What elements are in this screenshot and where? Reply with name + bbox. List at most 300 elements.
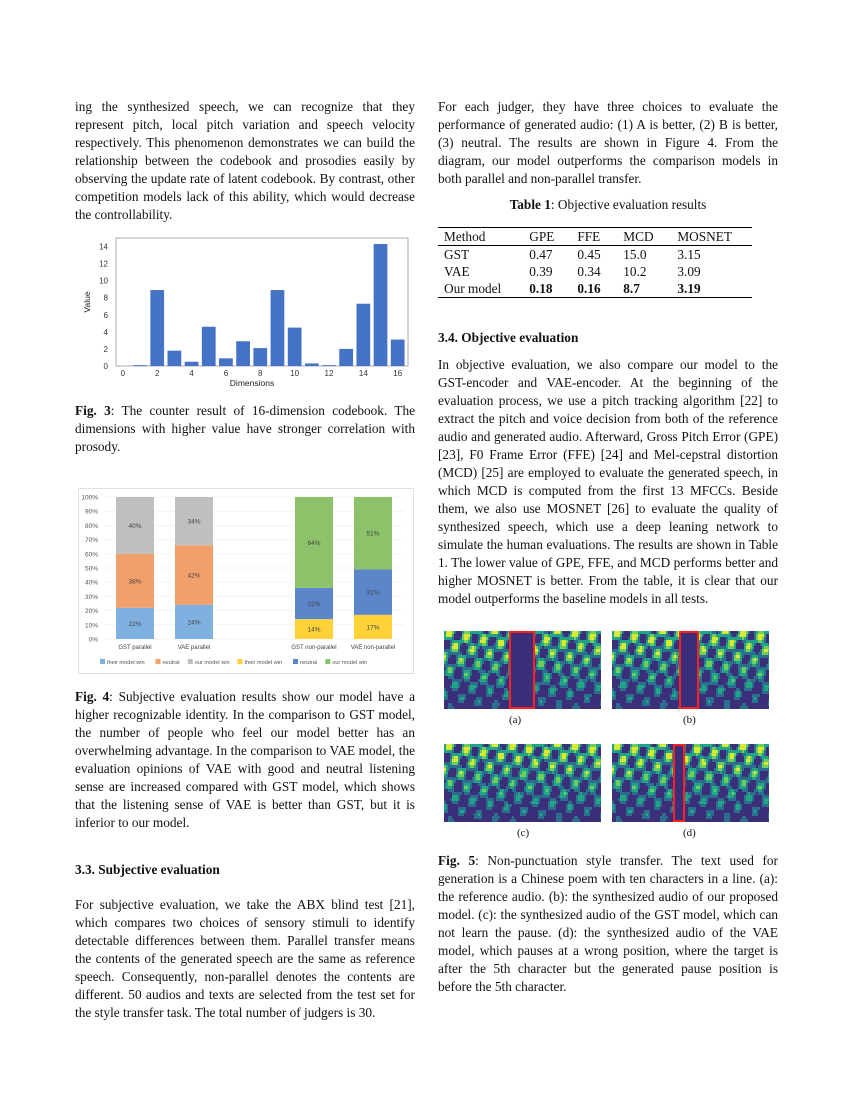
- spectrogram-cell: [500, 646, 502, 649]
- spectrogram-cell: [460, 753, 462, 756]
- spectrogram-cell: [538, 643, 540, 646]
- spectrogram-cell: [444, 810, 446, 813]
- spectrogram-cell: [682, 691, 684, 694]
- spectrogram-cell: [710, 649, 712, 652]
- spectrogram-cell: [522, 685, 524, 688]
- spectrogram-cell: [482, 694, 484, 697]
- spectrogram-cell: [754, 706, 756, 709]
- spectrogram-cell: [492, 661, 494, 664]
- spectrogram-cell: [454, 783, 456, 786]
- spectrogram-cell: [530, 664, 532, 667]
- spectrogram-cell: [764, 673, 766, 676]
- fig3-bar: [185, 362, 199, 366]
- spectrogram-cell: [644, 700, 646, 703]
- spectrogram-cell: [650, 706, 652, 709]
- spectrogram-cell: [760, 706, 762, 709]
- spectrogram-cell: [478, 694, 480, 697]
- spectrogram-cell: [494, 703, 496, 706]
- spectrogram-cell: [722, 664, 724, 667]
- spectrogram-cell: [768, 688, 769, 691]
- spectrogram-cell: [476, 771, 478, 774]
- spectrogram-cell: [732, 634, 734, 637]
- spectrogram-cell: [646, 676, 648, 679]
- spectrogram-cell: [470, 759, 472, 762]
- spectrogram-cell: [586, 670, 588, 673]
- spectrogram-cell: [562, 688, 564, 691]
- spectrogram-cell: [450, 801, 452, 804]
- spectrogram-cell: [686, 673, 688, 676]
- spectrogram-cell: [448, 664, 450, 667]
- spectrogram-cell: [454, 768, 456, 771]
- spectrogram-cell: [586, 682, 588, 685]
- spectrogram-cell: [612, 658, 614, 661]
- spectrogram-cell: [462, 789, 464, 792]
- spectrogram-cell: [758, 664, 760, 667]
- spectrogram-cell: [756, 679, 758, 682]
- spectrogram-cell: [516, 634, 518, 637]
- spectrogram-cell: [480, 819, 482, 822]
- spectrogram-cell: [478, 676, 480, 679]
- spectrogram-cell: [646, 685, 648, 688]
- spectrogram-cell: [458, 774, 460, 777]
- spectrogram-cell: [498, 795, 500, 798]
- spectrogram-cell: [476, 646, 478, 649]
- spectrogram-cell: [518, 682, 520, 685]
- spectrogram-cell: [668, 637, 670, 640]
- spectrogram-cell: [574, 691, 576, 694]
- spectrogram-cell: [538, 655, 540, 658]
- spectrogram-cell: [626, 661, 628, 664]
- spectrogram-cell: [536, 664, 538, 667]
- spectrogram-cell: [462, 768, 464, 771]
- spectrogram-cell: [640, 661, 642, 664]
- spectrogram-cell: [754, 682, 756, 685]
- spectrogram-cell: [562, 679, 564, 682]
- spectrogram-cell: [488, 807, 490, 810]
- spectrogram-cell: [594, 643, 596, 646]
- spectrogram-cell: [720, 676, 722, 679]
- spectrogram-cell: [650, 688, 652, 691]
- spectrogram-cell: [704, 646, 706, 649]
- spectrogram-cell: [654, 700, 656, 703]
- spectrogram-cell: [600, 706, 601, 709]
- spectrogram-cell: [656, 676, 658, 679]
- spectrogram-cell: [518, 694, 520, 697]
- spectrogram-cell: [660, 652, 662, 655]
- spectrogram-cell: [502, 670, 504, 673]
- spectrogram-cell: [668, 685, 670, 688]
- spectrogram-cell: [666, 637, 668, 640]
- spectrogram-cell: [572, 673, 574, 676]
- spectrogram-cell: [556, 685, 558, 688]
- spectrogram-cell: [454, 637, 456, 640]
- spectrogram-cell: [562, 685, 564, 688]
- spectrogram-cell: [478, 750, 480, 753]
- spectrogram-cell: [650, 664, 652, 667]
- spectrogram-cell: [476, 813, 478, 816]
- spectrogram-cell: [500, 694, 502, 697]
- spectrogram-cell: [658, 634, 660, 637]
- spectrogram-cell: [450, 640, 452, 643]
- spectrogram-cell: [498, 747, 500, 750]
- spectrogram-cell: [614, 631, 616, 634]
- spectrogram-cell: [648, 643, 650, 646]
- spectrogram-cell: [520, 640, 522, 643]
- spectrogram-cell: [464, 771, 466, 774]
- spectrogram-cell: [470, 789, 472, 792]
- spectrogram-cell: [460, 747, 462, 750]
- spectrogram-cell: [490, 673, 492, 676]
- spectrogram-cell: [526, 640, 528, 643]
- spectrogram-cell: [764, 640, 766, 643]
- spectrogram-cell: [576, 694, 578, 697]
- spectrogram-cell: [618, 673, 620, 676]
- spectrogram-cell: [558, 661, 560, 664]
- spectrogram-cell: [748, 697, 750, 700]
- spectrogram-cell: [686, 658, 688, 661]
- spectrogram-cell: [474, 753, 476, 756]
- spectrogram-cell: [596, 673, 598, 676]
- spectrogram-cell: [672, 691, 674, 694]
- spectrogram-cell: [730, 700, 732, 703]
- spectrogram-cell: [466, 774, 468, 777]
- spectrogram-cell: [750, 703, 752, 706]
- spectrogram-cell: [660, 634, 662, 637]
- fig4-data-label: 22%: [128, 620, 142, 628]
- spectrogram-cell: [756, 652, 758, 655]
- spectrogram-cell: [450, 664, 452, 667]
- spectrogram-cell: [676, 697, 678, 700]
- spectrogram-cell: [458, 664, 460, 667]
- spectrogram-cell: [454, 655, 456, 658]
- fig3-bar: [356, 304, 370, 366]
- spectrogram-cell: [746, 670, 748, 673]
- spectrogram-cell: [706, 676, 708, 679]
- spectrogram-cell: [490, 676, 492, 679]
- spectrogram-cell: [688, 640, 690, 643]
- spectrogram-cell: [686, 643, 688, 646]
- spectrogram-cell: [694, 640, 696, 643]
- spectrogram-cell: [758, 649, 760, 652]
- spectrogram-cell: [446, 777, 448, 780]
- spectrogram-cell: [688, 691, 690, 694]
- spectrogram-cell: [600, 646, 601, 649]
- spectrogram-cell: [546, 631, 548, 634]
- table-header-gpe: GPE: [529, 229, 555, 244]
- spectrogram-cell: [572, 694, 574, 697]
- spectrogram-cell: [564, 667, 566, 670]
- spectrogram-cell: [630, 646, 632, 649]
- spectrogram-cell: [514, 673, 516, 676]
- spectrogram-cell: [730, 673, 732, 676]
- spectrogram-cell: [740, 679, 742, 682]
- spectrogram-cell: [468, 637, 470, 640]
- spectrogram-cell: [454, 667, 456, 670]
- spectrogram-cell: [546, 682, 548, 685]
- spectrogram-cell: [564, 658, 566, 661]
- spectrogram-cell: [592, 664, 594, 667]
- spectrogram-cell: [638, 688, 640, 691]
- spectrogram-cell: [538, 676, 540, 679]
- spectrogram-cell: [514, 634, 516, 637]
- spectrogram-cell: [630, 637, 632, 640]
- spectrogram-cell: [566, 685, 568, 688]
- spectrogram-cell: [460, 652, 462, 655]
- spectrogram-cell: [462, 697, 464, 700]
- spectrogram-cell: [452, 673, 454, 676]
- spectrogram-cell: [612, 640, 614, 643]
- spectrogram-cell: [494, 682, 496, 685]
- spectrogram-cell: [586, 637, 588, 640]
- spectrogram-cell: [570, 703, 572, 706]
- spectrogram-cell: [528, 703, 530, 706]
- spectrogram-cell: [492, 694, 494, 697]
- spectrogram-cell: [652, 688, 654, 691]
- spectrogram-cell: [744, 655, 746, 658]
- spectrogram-cell: [542, 631, 544, 634]
- spectrogram-cell: [596, 658, 598, 661]
- spectrogram-cell: [622, 661, 624, 664]
- spectrogram-cell: [496, 700, 498, 703]
- fig4-ytick-label: 80%: [84, 522, 98, 530]
- spectrogram-cell: [450, 652, 452, 655]
- spectrogram-cell: [686, 694, 688, 697]
- spectrogram-cell: [612, 661, 614, 664]
- fig3-bar: [271, 290, 285, 366]
- spectrogram-cell: [716, 697, 718, 700]
- spectrogram-cell: [552, 691, 554, 694]
- spectrogram-cell: [642, 646, 644, 649]
- spectrogram-cell: [550, 631, 552, 634]
- spectrogram-cell: [672, 688, 674, 691]
- spectrogram-cell: [542, 691, 544, 694]
- spectrogram-cell: [512, 646, 514, 649]
- spectrogram-cell: [568, 643, 570, 646]
- spectrogram-cell: [592, 631, 594, 634]
- spectrogram-cell: [592, 694, 594, 697]
- fig4-legend-swatch: [188, 659, 193, 664]
- spectrogram-cell: [716, 646, 718, 649]
- spectrogram-cell: [570, 691, 572, 694]
- spectrogram-cell: [460, 813, 462, 816]
- spectrogram-cell: [588, 679, 590, 682]
- spectrogram-cell: [484, 813, 486, 816]
- spectrogram-cell: [646, 658, 648, 661]
- spectrogram-cell: [518, 640, 520, 643]
- spectrogram-cell: [750, 649, 752, 652]
- spectrogram-cell: [722, 694, 724, 697]
- spectrogram-cell: [768, 658, 769, 661]
- spectrogram-cell: [494, 753, 496, 756]
- spectrogram-cell: [550, 700, 552, 703]
- spectrogram-cell: [482, 813, 484, 816]
- spectrogram-cell: [492, 810, 494, 813]
- spectrogram-cell: [578, 649, 580, 652]
- table-caption: [438, 197, 778, 213]
- fig3-ytick-label: 0: [103, 362, 108, 371]
- spectrogram-cell: [456, 640, 458, 643]
- spectrogram-cell: [670, 640, 672, 643]
- spectrogram-cell: [560, 661, 562, 664]
- spectrogram-cell: [456, 646, 458, 649]
- spectrogram-cell: [740, 634, 742, 637]
- spectrogram-cell: [750, 634, 752, 637]
- spectrogram-cell: [502, 679, 504, 682]
- spectrogram-cell: [600, 682, 601, 685]
- spectrogram-cell: [636, 685, 638, 688]
- spectrogram-cell: [764, 634, 766, 637]
- spectrogram-cell: [768, 637, 769, 640]
- spectrogram-cell: [476, 706, 478, 709]
- spectrogram-cell: [486, 804, 488, 807]
- spectrogram-cell: [752, 685, 754, 688]
- spectrogram-cell: [686, 682, 688, 685]
- spectrogram-cell: [494, 631, 496, 634]
- spectrogram-cell: [496, 652, 498, 655]
- spectrogram-cell: [522, 682, 524, 685]
- spectrogram-cell: [454, 682, 456, 685]
- spectrogram-cell: [474, 682, 476, 685]
- spectrogram-cell: [474, 756, 476, 759]
- spectrogram-cell: [488, 706, 490, 709]
- spectrogram-cell: [734, 664, 736, 667]
- spectrogram-cell: [472, 691, 474, 694]
- spectrogram-cell: [496, 819, 498, 822]
- spectrogram-cell: [740, 673, 742, 676]
- spectrogram-cell: [506, 688, 508, 691]
- spectrogram-cell: [548, 688, 550, 691]
- spectrogram-cell: [752, 655, 754, 658]
- spectrogram-cell: [580, 682, 582, 685]
- spectrogram-cell: [472, 783, 474, 786]
- spectrogram-cell: [470, 640, 472, 643]
- spectrogram-cell: [618, 682, 620, 685]
- spectrogram-cell: [456, 753, 458, 756]
- spectrogram-cell: [740, 697, 742, 700]
- spectrogram-cell: [760, 637, 762, 640]
- spectrogram-cell: [768, 685, 769, 688]
- spectrogram-cell: [482, 807, 484, 810]
- spectrogram-cell: [758, 694, 760, 697]
- spectrogram-cell: [518, 685, 520, 688]
- spectrogram-cell: [738, 691, 740, 694]
- spectrogram-cell: [554, 700, 556, 703]
- spectrogram-cell: [754, 694, 756, 697]
- spectrogram-cell: [548, 649, 550, 652]
- spectrogram-cell: [634, 697, 636, 700]
- spectrogram-cell: [634, 706, 636, 709]
- spectrogram-cell: [560, 649, 562, 652]
- spectrogram-cell: [722, 703, 724, 706]
- spectrogram-cell: [558, 703, 560, 706]
- spectrogram-cell: [760, 652, 762, 655]
- spectrogram-cell: [742, 703, 744, 706]
- spectrogram-cell: [456, 703, 458, 706]
- spectrogram-cell: [450, 685, 452, 688]
- spectrogram-cell: [492, 759, 494, 762]
- spectrogram-cell: [500, 655, 502, 658]
- spectrogram-cell: [746, 679, 748, 682]
- spectrogram-cell: [622, 688, 624, 691]
- spectrogram-cell: [684, 655, 686, 658]
- spectrogram-cell: [550, 706, 552, 709]
- spectrogram-cell: [538, 640, 540, 643]
- spectrogram-cell: [494, 661, 496, 664]
- spectrogram-cell: [562, 700, 564, 703]
- spectrogram-cell: [618, 679, 620, 682]
- spectrogram-cell: [476, 762, 478, 765]
- spectrogram-cell: [646, 637, 648, 640]
- spectrogram-cell: [672, 670, 674, 673]
- spectrogram-cell: [466, 765, 468, 768]
- spectrogram-cell: [658, 679, 660, 682]
- spectrogram-cell: [474, 774, 476, 777]
- spectrogram-cell: [724, 631, 726, 634]
- spectrogram-cell: [616, 646, 618, 649]
- spectrogram-cell: [578, 697, 580, 700]
- spectrogram-cell: [668, 655, 670, 658]
- spectrogram-cell: [482, 759, 484, 762]
- spectrogram-cell: [552, 673, 554, 676]
- spectrogram-cell: [468, 771, 470, 774]
- spectrogram-cell: [488, 783, 490, 786]
- spectrogram-cell: [598, 691, 600, 694]
- spectrogram-cell: [590, 649, 592, 652]
- spectrogram-cell: [564, 664, 566, 667]
- spectrogram-cell: [446, 771, 448, 774]
- table-cell: 15.0: [623, 247, 647, 262]
- spectrogram-cell: [504, 670, 506, 673]
- spectrogram-cell: [666, 703, 668, 706]
- spectrogram-cell: [728, 706, 730, 709]
- spectrogram-cell: [462, 801, 464, 804]
- spectrogram-cell: [648, 670, 650, 673]
- spectrogram-cell: [482, 780, 484, 783]
- fig4-legend-label: their model win: [107, 660, 145, 666]
- spectrogram-cell: [634, 679, 636, 682]
- spectrogram-cell: [464, 786, 466, 789]
- spectrogram-cell: [756, 649, 758, 652]
- spectrogram-cell: [638, 703, 640, 706]
- spectrogram-cell: [596, 670, 598, 673]
- spectrogram-cell: [446, 652, 448, 655]
- spectrogram-cell: [598, 700, 600, 703]
- spectrogram-cell: [536, 682, 538, 685]
- spectrogram-cell: [588, 697, 590, 700]
- spectrogram-cell: [564, 631, 566, 634]
- spectrogram-cell: [648, 637, 650, 640]
- spectrogram-cell: [564, 673, 566, 676]
- spectrogram-cell: [626, 676, 628, 679]
- spectrogram-cell: [448, 667, 450, 670]
- fig4-legend-swatch: [325, 659, 330, 664]
- spectrogram-cell: [538, 694, 540, 697]
- spectrogram-cell: [488, 685, 490, 688]
- fig4-legend-swatch: [100, 659, 105, 664]
- spectrogram-cell: [716, 640, 718, 643]
- spectrogram-cell: [456, 756, 458, 759]
- spectrogram-cell: [470, 691, 472, 694]
- spectrogram-cell: [572, 697, 574, 700]
- spectrogram-cell: [580, 667, 582, 670]
- spectrogram-cell: [520, 679, 522, 682]
- spectrogram-cell: [454, 816, 456, 819]
- spectrogram-cell: [746, 703, 748, 706]
- spectrogram-cell: [496, 655, 498, 658]
- spectrogram-cell: [480, 807, 482, 810]
- spectrogram-cell: [736, 676, 738, 679]
- spectrogram-cell: [734, 673, 736, 676]
